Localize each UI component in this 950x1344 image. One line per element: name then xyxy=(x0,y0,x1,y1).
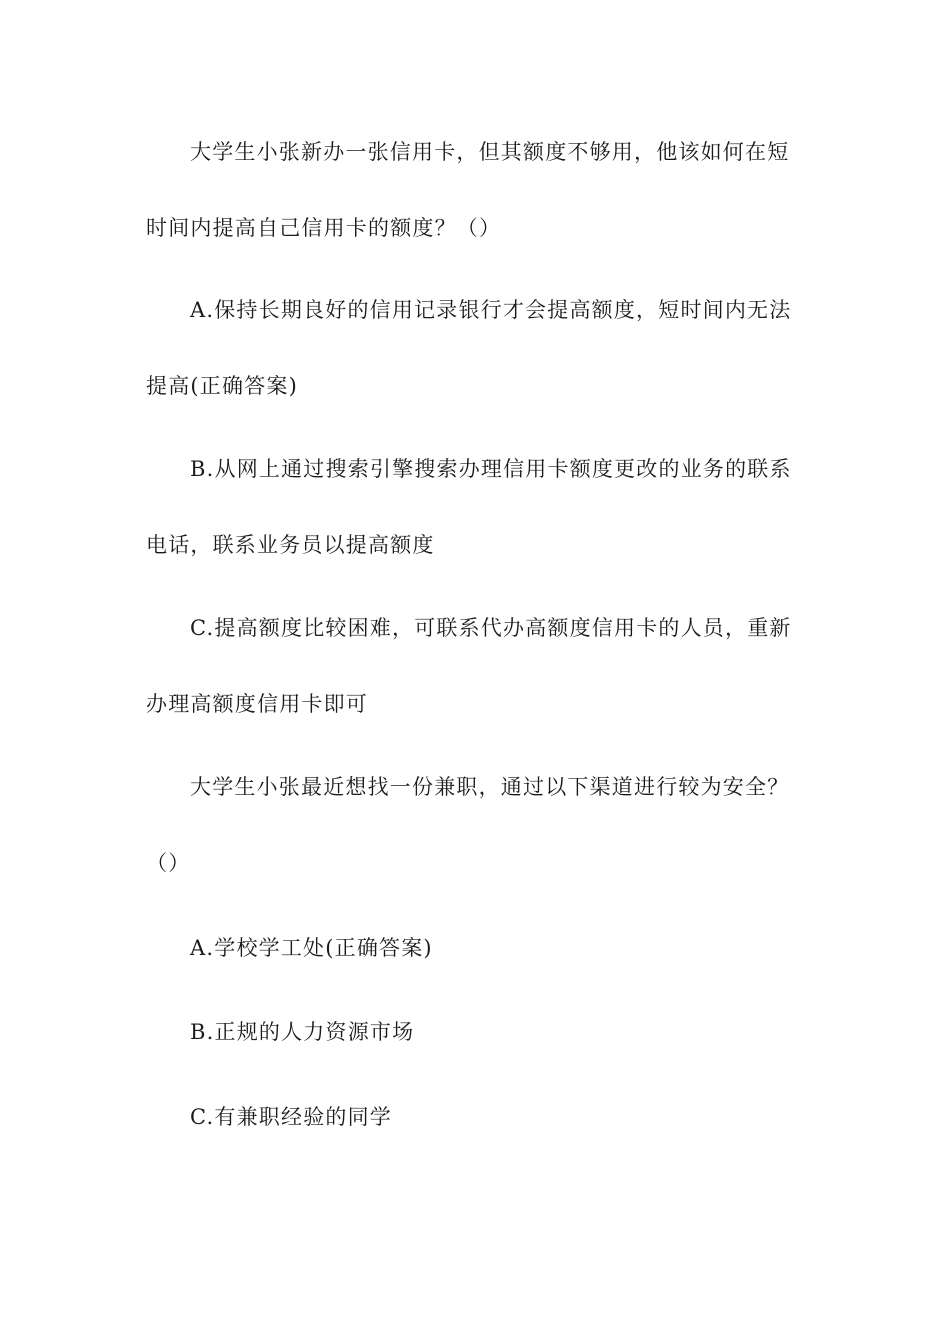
option-text-line-1: C.提高额度比较困难，可联系代办高额度信用卡的人员，重新 xyxy=(190,616,792,640)
question-1-text-line-1: 大学生小张新办一张信用卡，但其额度不够用，他该如何在短 xyxy=(190,140,790,164)
option-text-line-1: A.学校学工处(正确答案) xyxy=(190,936,433,960)
option-text-line-1: B.正规的人力资源市场 xyxy=(190,1020,415,1044)
option-text-line-1: C.有兼职经验的同学 xyxy=(190,1105,392,1129)
option-text-line-2: 电话，联系业务员以提高额度 xyxy=(146,533,435,557)
question-2-text-line-1: 大学生小张最近想找一份兼职，通过以下渠道进行较为安全？ xyxy=(190,775,790,799)
option-text-line-1: B.从网上通过搜索引擎搜索办理信用卡额度更改的业务的联系 xyxy=(190,457,792,481)
option-text-line-2: 办理高额度信用卡即可 xyxy=(146,692,368,716)
question-1-text-line-2: 时间内提高自己信用卡的额度？（） xyxy=(146,216,502,240)
option-text-line-1: A.保持长期良好的信用记录银行才会提高额度，短时间内无法 xyxy=(190,298,792,322)
option-text-line-2: 提高(正确答案) xyxy=(146,374,298,398)
question-2-text-line-2: （） xyxy=(146,851,191,875)
